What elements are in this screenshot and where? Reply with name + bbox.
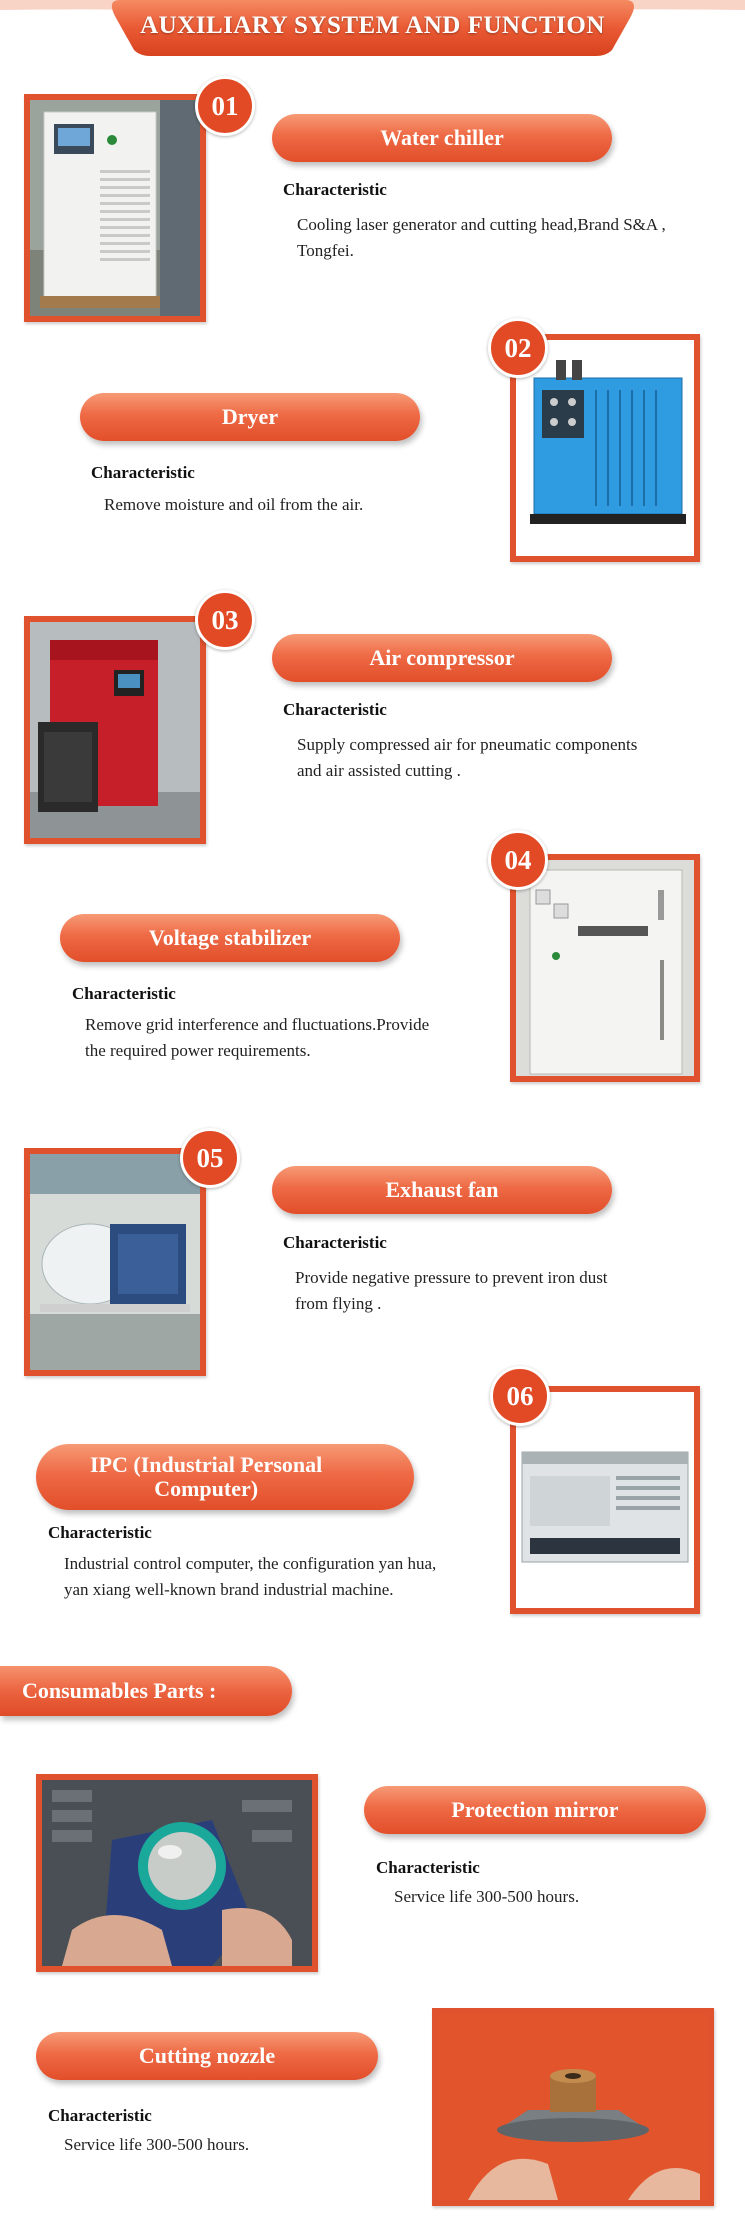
- protection-mirror-photo: [36, 1774, 318, 1972]
- characteristic-label: Characteristic: [283, 700, 387, 719]
- item-title-exhaust-fan: Exhaust fan: [272, 1166, 612, 1214]
- ipc-photo: [510, 1386, 700, 1614]
- part-title-cutting-nozzle: Cutting nozzle: [36, 2032, 378, 2080]
- item-description: Remove grid interference and fluctuations.Provide the required power requirements.: [85, 1015, 430, 1060]
- cutting-nozzle-photo: [432, 2008, 714, 2206]
- characteristic-label: Characteristic: [48, 1523, 152, 1542]
- exhaust-fan-photo: [24, 1148, 206, 1376]
- water-chiller-photo: [24, 94, 206, 322]
- voltage-stabilizer-photo: [510, 854, 700, 1082]
- item-title-air-compressor: Air compressor: [272, 634, 612, 682]
- item-description: Industrial control computer, the configuration yan hua, yan xiang well-known brand industrial machine.: [64, 1554, 437, 1599]
- number-badge-02: 02: [488, 318, 548, 378]
- part-title-protection-mirror: Protection mirror: [364, 1786, 706, 1834]
- air-compressor-photo: [24, 616, 206, 844]
- characteristic-label: Characteristic: [48, 2106, 152, 2125]
- consumables-heading: Consumables Parts :: [0, 1666, 292, 1716]
- item-title-dryer: Dryer: [80, 393, 420, 441]
- number-badge-06: 06: [490, 1366, 550, 1426]
- item-description: Remove moisture and oil from the air.: [104, 495, 364, 514]
- part-description: Service life 300-500 hours.: [394, 1887, 580, 1906]
- number-badge-01: 01: [195, 76, 255, 136]
- part-description: Service life 300-500 hours.: [64, 2135, 250, 2154]
- item-title-voltage-stabilizer: Voltage stabilizer: [60, 914, 400, 962]
- item-description: Supply compressed air for pneumatic components and air assisted cutting .: [297, 735, 638, 780]
- number-badge-03: 03: [195, 590, 255, 650]
- page-title: AUXILIARY SYSTEM AND FUNCTION: [140, 12, 605, 39]
- characteristic-label: Characteristic: [283, 180, 387, 199]
- item-title-ipc: IPC (Industrial Personal Computer): [36, 1444, 414, 1510]
- number-badge-05: 05: [180, 1128, 240, 1188]
- item-description: Cooling laser generator and cutting head,Brand S&A , Tongfei.: [297, 215, 666, 260]
- characteristic-label: Characteristic: [283, 1233, 387, 1252]
- number-badge-04: 04: [488, 830, 548, 890]
- item-description: Provide negative pressure to prevent iron dust from flying .: [295, 1268, 608, 1313]
- characteristic-label: Characteristic: [91, 463, 195, 482]
- item-title-water-chiller: Water chiller: [272, 114, 612, 162]
- characteristic-label: Characteristic: [376, 1858, 480, 1877]
- characteristic-label: Characteristic: [72, 984, 176, 1003]
